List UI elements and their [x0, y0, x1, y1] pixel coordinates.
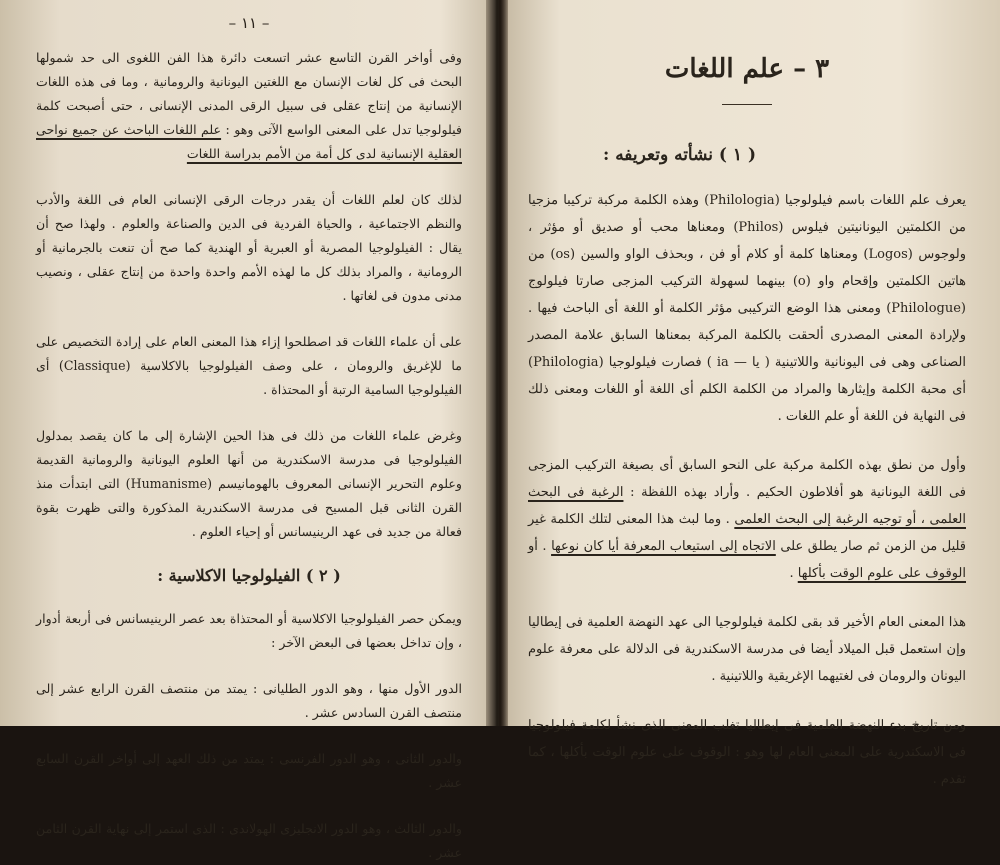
paragraph: على أن علماء اللغات قد اصطلحوا إزاء هذا المعنى العام على إرادة التخصيص على ما للإغريق والرومان ، على وصف الفيلولوجيا بالاكلاسية (Classique) أى الفيلولوجيا السامية الرتبة أو المحتذاة .	[36, 334, 462, 397]
paragraph-text: . وما لبث هذا المعنى لتلك الكلمة غير قليل من الزمن ثم صار يطلق على	[528, 512, 967, 554]
paragraph: والدور الثانى ، وهو الدور الفرنسى : يمتد من ذلك العهد إلى أواخر القرن السابع عشر .	[36, 751, 462, 790]
paragraph-text: .	[789, 566, 794, 581]
paragraph: يعرف علم اللغات باسم فيلولوجيا (Philologia) وهذه الكلمة مركبة تركيبا مزجيا من الكلمتين اليونانيتين فيلوس (Philos) ومعناها محب أو صديق أو مؤثر ، ولوجوس (Logos) ومعناها كلمة أو كلام أو فن ، وبحذف الواو والسين (os) من هاتين الكلمتين وإقحام واو (o) بينهما لسهولة التركيب المزجى صارتا فيلولوج (Philologue) ومعنى هذا الوضع التركيبى مؤثر الكلمة أو اللغة أى الباحث فيها . ولإرادة المعنى المصدرى ألحقت بالكلمة المركبة بمعناها السابق علامة المصدر الصناعى وهى فى اليونانية واللاتينية ( يا — ia ) فصارت فيلولوجيا (Philologia) أى محبة الكلمة وإيثارها والمراد من الكلمة الكلم أى اللغة أو اللغات ومعنى ذلك فى النهاية فن اللغة أو علم اللغات .	[528, 193, 966, 424]
paragraph: والدور الثالث ، وهو الدور الانجليزى الهولاندى : الذى استمر إلى نهاية القرن الثامن عشر .	[36, 821, 462, 860]
title-divider	[722, 104, 772, 105]
paragraph: ويمكن حصر الفيلولوجيا الاكلاسية أو المحتذاة بعد عصر الرينيسانس فى أربعة أدوار ، وإن تداخل بعضها فى البعض الآخر :	[36, 611, 462, 650]
paragraph: لذلك كان لعلم اللغات أن يقدر درجات الرقى الإنسانى العام فى اللغة والأدب والنظم الاجتماعية ، والحياة الفردية فى الدين والصناعة والعلوم . ولهذا صح أن يقال : الفيلولوجيا المصرية أو العبرية أو الهندية كما صح أن تنعت بالجرمانية أو الرومانية ، والمراد بذلك كل ما لهذه الأمم واحدة واحدة من إنتاج عقلى ، ونصيب مدنى مدون فى لغاتها .	[36, 192, 462, 303]
right-page	[510, 0, 988, 787]
page-number: – ١١ –	[228, 14, 270, 32]
underlined-phrase: الوقوف على علوم الوقت بأكلها	[797, 566, 966, 581]
paragraph-text: . أو	[528, 539, 547, 554]
paragraph: هذا المعنى العام الأخير قد بقى لكلمة فيلولوجيا الى عهد النهضة العلمية فى إيطاليا وإن استعمل قبل الميلاد أيضا فى مدرسة الاسكندرية فى الدلالة على معرفة علوم اليونان والرومان فى لغتيهما الإغريقية واللاتينية .	[528, 615, 966, 684]
paragraph: ومن تاريخ بدء النهضة العلمية فى إيطاليا تغلب المعنى الذى نشأ لكلمة فيلولوجيا فى الاسكندرية على المعنى العام لها وهو : الوقوف على علوم الوقت بأكلها ، كما تقدم .	[528, 718, 966, 787]
paragraph	[36, 46, 462, 166]
section-heading: ( ١ ) نشأته وتعريفه :	[603, 145, 756, 165]
paragraph-text: وفى أواخر القرن التاسع عشر اتسعت دائرة هذا الفن اللغوى الى حد شمولها البحث فى كل لغات الإنسان مع اللغتين اليونانية والرومانية ، وما فى هذه اللغات الإنسانية من إنتاج عقلى فى سبيل الرقى المدنى الإنسانى ، حتى أصبحت كلمة فيلولوجيا تدل على المعنى الواسع الآتى وهو :	[36, 50, 462, 137]
chapter-title: ٣ – علم اللغات	[664, 54, 830, 84]
paragraph: وغرض علماء اللغات من ذلك فى هذا الحين الإشارة إلى ما كان يقصد بمدلول الفيلولوجيا فى مدرسة الاسكندرية من أنها العلوم اليونانية والرومانية القديمة وعلوم التحرير الإنسانى المعروف بالهومانيسم (Humanisme) التى ابتدأت منذ القرن الثانى قبل المسيح فى مدرسة الاسكندرية المذكورة والتى ظهرت بقوة فعالة من جديد فى عهد الرينيسانس أو إحياء العلوم .	[36, 428, 463, 539]
underlined-phrase: الرغبة فى البحث العلمى ، أو توجيه الرغبة إلى البحث العلمى	[528, 485, 966, 527]
section-heading: ( ٢ ) الفيلولوجيا الاكلاسية :	[157, 566, 341, 585]
paragraph: الدور الأول منها ، وهو الدور الطليانى : يمتد من منتصف القرن الرابع عشر إلى منتصف القرن السادس عشر .	[36, 681, 462, 720]
paragraph	[528, 452, 966, 587]
paragraph-text: وأول من نطق بهذه الكلمة مركبة على النحو السابق أى بصيغة التركيب المزجى فى اللغة اليونانية هو أفلاطون الحكيم . وأراد بهذه اللفظة :	[528, 458, 966, 500]
book-gutter	[486, 0, 508, 726]
left-page	[18, 0, 480, 860]
underlined-phrase: الاتجاه إلى استيعاب المعرفة أيا كان نوعها	[551, 539, 776, 554]
underlined-definition: علم اللغات الباحث عن جميع نواحى العقلية الإنسانية لدى كل أمة من الأمم بدراسة اللغات	[36, 122, 462, 161]
